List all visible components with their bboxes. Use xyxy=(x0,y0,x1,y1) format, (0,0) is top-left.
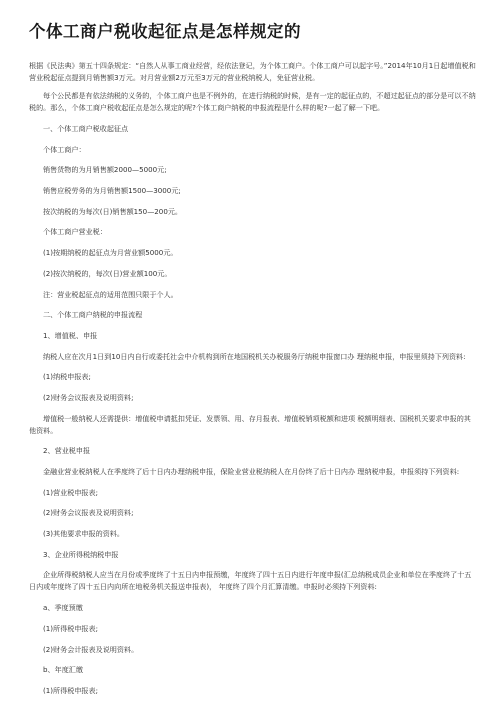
list-item: (2)财务会计报表及说明资料。 xyxy=(43,644,139,654)
text-paragraph: 企业所得税纳税人应当在月份或季度终了十五日内申报预缴，年度终了四十五日内进行年度申报(汇总纳税成员企业和单位在季度终了十五日内或年度终了四十五日内向所在地税务机关报送申报表)， 年度终了四个月汇算清缴。申报时必须持下列资料: xyxy=(29,570,472,592)
list-item: (1)纳税申报表; xyxy=(43,372,91,382)
text-line: 注：营业税起征点的适用范围只限于个人。 xyxy=(43,289,178,299)
section-heading: 一、个体工商户税收起征点 xyxy=(43,124,129,133)
text-paragraph: 纳税人应在次月1日到10日内自行或委托社会中介机构到所在地国税机关办税服务厅纳税申报窗口办 理纳税申报，申报里须持下列资料: xyxy=(43,351,466,361)
text-line: 按次纳税的为每次(日)销售额150—200元。 xyxy=(43,206,183,216)
list-item: (3)其他要求申报的资料。 xyxy=(43,529,124,539)
document-body xyxy=(29,60,476,697)
list-item: (1)所得税申报表; xyxy=(43,623,99,633)
page-title: 个体工商户税收起征点是怎样规定的 xyxy=(29,22,301,41)
text-paragraph: 金融业营业税纳税人在季度终了后十日内办理纳税申报，保险业营业税纳税人在月份终了后十日内办 理纳税申报，申报须持下列资料: xyxy=(43,467,460,476)
intro-paragraph: 每个公民都是有依法纳税的义务的，个体工商户也是不例外的，在进行纳税的时候，是有一定的起征点的，不超过起征点的部分是可以不纳税的。那么，个体工商户税收起征点是怎么规定的呢?个体工商户纳税的申报流程是什么样的呢?一起了解一下吧。 xyxy=(29,91,476,112)
intro-paragraph: 根据《民法典》第五十四条规定：“自然人从事工商业经营，经依法登记，为个体工商户。个体工商户可以起字号。”2014年10月1日起增值税和营业税起征点提到月销售额3万元。对月营业额2万元至3万元的营业税纳税人，免征营业税。 xyxy=(29,61,476,82)
subsection-heading: 3、企业所得税纳税申报 xyxy=(43,549,119,559)
list-item: (1)所得税申报表; xyxy=(43,685,99,695)
list-item: (2)财务会议报表及说明资料; xyxy=(43,392,134,402)
text-line: 销售应税劳务的为月销售额1500—3000元; xyxy=(43,186,181,196)
text-paragraph: 增值税一般纳税人还需提供：增值税申请抵扣凭证、发票领、用、存月报表、增值税销项税额和进项 税额明细表、国税机关要求申报的其他资料。 xyxy=(29,413,471,435)
list-item: (1)营业税申报表; xyxy=(43,487,99,497)
subsection-heading: 1、增值税、申报 xyxy=(43,330,98,340)
text-line: (2)按次纳税的，每次(日)营业额100元。 xyxy=(43,268,172,278)
section-heading: 二、个体工商户纳税的申报流程 xyxy=(43,310,143,320)
list-item: b、年度汇缴 xyxy=(43,665,83,675)
list-item: a、季度预缴 xyxy=(43,603,83,613)
text-line: 个体工商户： xyxy=(43,144,86,154)
text-line: 个体工商户营业税： xyxy=(43,227,107,237)
text-line: 销售货物的为月销售额2000—5000元; xyxy=(43,165,167,175)
text-line: (1)按期纳税的起征点为月营业额5000元。 xyxy=(43,248,178,258)
subsection-heading: 2、营业税申报 xyxy=(43,446,91,456)
list-item: (2)财务会议报表及说明资料; xyxy=(43,508,134,518)
